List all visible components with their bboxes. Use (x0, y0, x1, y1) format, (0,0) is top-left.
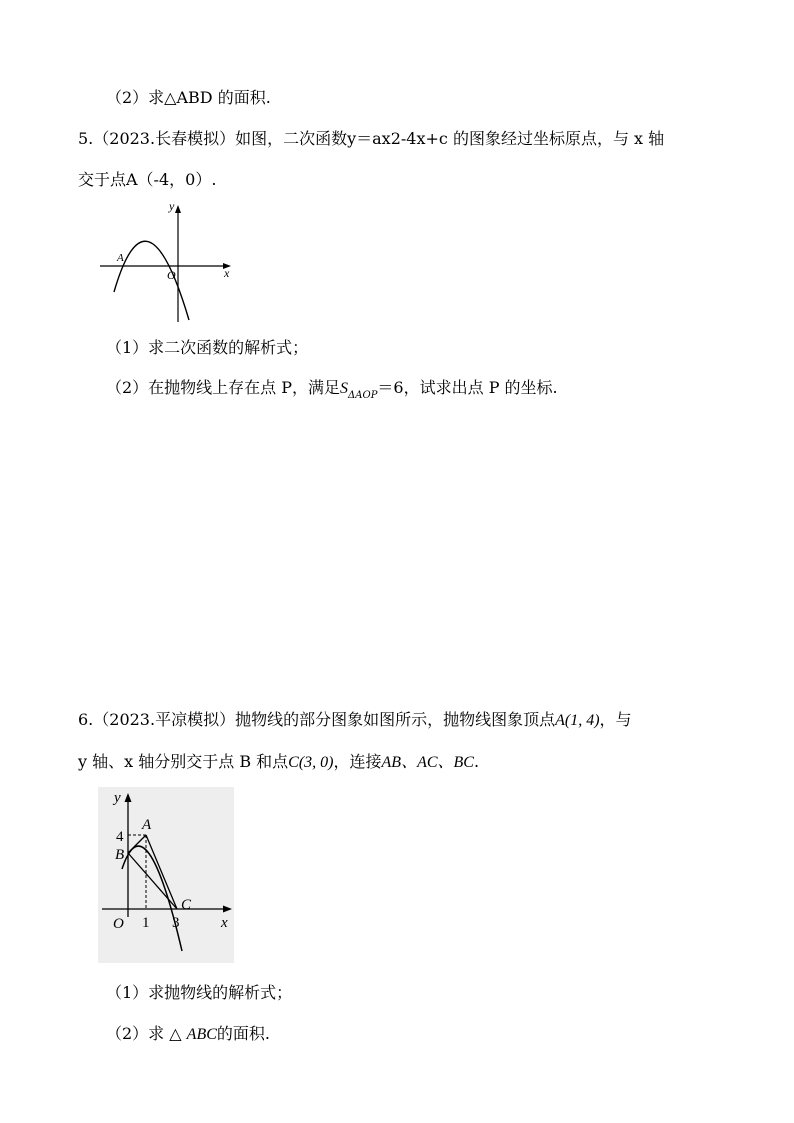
q5-label-x: x (224, 266, 230, 280)
q5-function: y＝ax2-4x+c (347, 129, 448, 148)
q6-stem-a: 抛物线的部分图象如图所示，抛物线图象顶点 (235, 710, 556, 729)
q5-label-y: y (169, 200, 175, 213)
q5-label-a: A (117, 252, 124, 264)
q5-part2-subscript: ΔAOP (348, 390, 378, 401)
q6-part1: （1）求抛物线的解析式； (106, 983, 293, 1002)
q5-part2-a: （2）在抛物线上存在点 P，满足 (106, 378, 341, 397)
q5-part2 (106, 378, 558, 401)
q6-point-c: C(3, 0) (288, 754, 334, 771)
q6-label-x: x (221, 915, 228, 931)
q6-part2-a: （2）求 △ (106, 1024, 187, 1043)
q6-part2 (106, 1024, 270, 1045)
q6-stem2-a: y 轴、x 轴分别交于点 B 和点 (78, 752, 289, 771)
q6-part2-b: 的面积. (216, 1024, 270, 1043)
q5-part2-b: ＝6，试求出点 P 的坐标. (377, 378, 558, 397)
q6-tick-4: 4 (116, 829, 124, 845)
q6-tick-1: 1 (142, 915, 150, 931)
q5-stem-c: 的图象经过坐标原点，与 x 轴 (452, 129, 665, 148)
q5-y-arrow (175, 205, 181, 213)
q5-stem (78, 129, 664, 149)
q6-stem-b: ，与 (599, 710, 632, 729)
q6-stem2-end: . (473, 752, 480, 771)
q6-label-a: A (142, 817, 152, 833)
q6-label-origin: O (113, 916, 124, 932)
q4-part2: （2）求△ABD 的面积. (106, 88, 271, 107)
q6-part2-triangle: ABC (186, 1026, 217, 1043)
q5-stem-line2: 交于点A（-4，0）. (78, 170, 217, 189)
q6-figure (98, 787, 236, 965)
q6-stem-line2 (78, 752, 479, 773)
q6-segments: AB、AC、BC (381, 754, 474, 771)
q6-label-b: B (115, 847, 125, 863)
q6-figure-background (98, 787, 234, 963)
q6-vertex: A(1, 4) (555, 712, 600, 729)
q5-part2-area-symbol: S (340, 380, 349, 397)
q6-label-c: C (181, 897, 192, 913)
q6-stem (78, 710, 632, 731)
q5-label-origin: O (167, 268, 176, 282)
q5-source: （2023.长春模拟） (93, 129, 236, 148)
q5-stem-a: 如图，二次函数 (235, 129, 348, 148)
q6-source: （2023.平凉模拟） (93, 710, 236, 729)
q6-tick-3: 3 (172, 915, 180, 931)
q5-figure (98, 200, 238, 325)
q6-stem2-b: ，连接 (333, 752, 382, 771)
q5-part1: （1）求二次函数的解析式； (106, 338, 309, 357)
q6-label-y: y (114, 790, 121, 806)
q5-number: 5. (78, 129, 94, 148)
q6-number: 6. (78, 710, 94, 729)
